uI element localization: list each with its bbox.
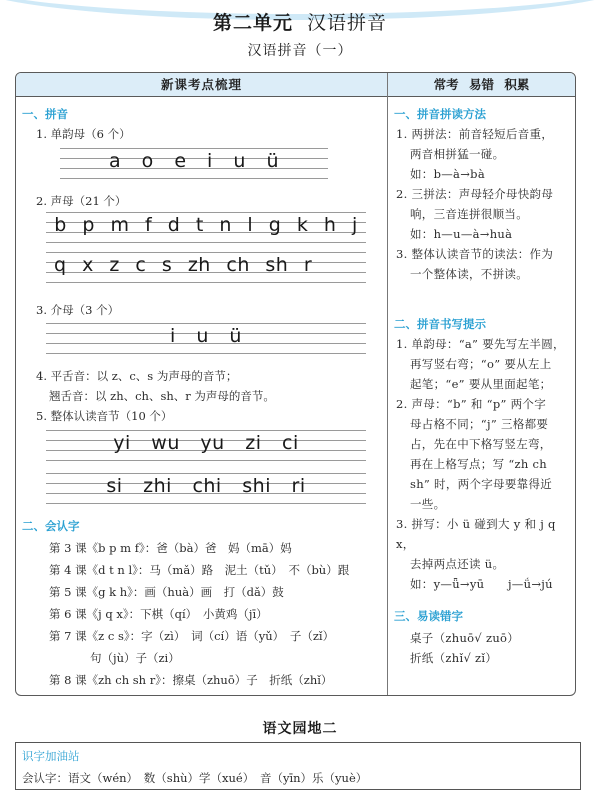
- initials-row-1: b p m f d t n l g k h j: [54, 214, 358, 236]
- lesson-line: 第 3 课《b p m f》：爸（bà）爸 妈（mā）妈: [49, 541, 292, 555]
- lesson-line: 第 5 课《g k h》：画（huà）画 打（dǎ）鼓: [49, 585, 284, 599]
- garden-title: 语文园地二: [262, 721, 338, 737]
- right-column: [388, 98, 575, 695]
- four-line-grid: [46, 323, 366, 353]
- item-single-finals: 1. 单韵母（6 个）: [36, 127, 131, 141]
- text-line: 去掉两点还读 ü。: [410, 557, 505, 571]
- four-line-grid: [46, 473, 366, 503]
- text-line: 一些。: [410, 497, 446, 511]
- literacy-box: [15, 742, 581, 790]
- page-title: [0, 8, 600, 35]
- study-panel: [15, 72, 576, 696]
- text-line: 1. 单韵母：“a” 要先写左半圆，: [396, 337, 565, 351]
- four-line-grid: [46, 212, 366, 242]
- text-line: 1. 两拼法：前音轻短后音重，: [396, 127, 554, 141]
- item-medials: 3. 介母（3 个）: [36, 303, 120, 317]
- medials-letters: i u ü: [170, 325, 242, 347]
- text-line: 如：h—u—à→huà: [410, 227, 513, 241]
- unit-title: 第二单元: [212, 12, 293, 34]
- text-line: 如：b—à→bà: [410, 167, 485, 181]
- lesson-line: 第 7 课《z c s》：字（zì） 词（cí）语（yǔ） 子（zǐ）: [49, 629, 335, 643]
- lesson-line: 第 4 课《d t n l》：马（mǎ）路 泥土（tǔ） 不（bù）跟: [49, 563, 350, 577]
- left-column: [16, 98, 387, 695]
- note-flat-tongue: 4. 平舌音：以 z、c、s 为声母的音节；: [36, 369, 238, 383]
- section-misread-title: 三、易读错字: [394, 609, 463, 623]
- text-line: 如：y—ǖ→yū j—ǘ→jú: [410, 577, 553, 591]
- lesson-line: 第 6 课《j q x》：下棋（qí） 小黄鸡（jī）: [49, 607, 268, 621]
- section-recognize-title: 二、会认字: [22, 519, 80, 533]
- right-header: 常考 易错 积累: [433, 77, 530, 92]
- text-line: 起笔；“e” 要从里面起笔；: [410, 377, 552, 391]
- spelling-method-text: [396, 124, 572, 284]
- text-line: 再在上格写点；写 “zh ch: [410, 457, 548, 471]
- lesson-title: 汉语拼音（一）: [247, 43, 353, 59]
- unit-subject: 汉语拼音: [307, 12, 388, 34]
- text-line: 3. 拼写：小 ü 碰到大 y 和 j q x，: [396, 517, 556, 551]
- whole-syllables-row-2: si zhi chi shi ri: [106, 475, 306, 497]
- four-line-grid: [46, 252, 366, 282]
- text-line: 再写竖右弯；“o” 要从左上: [410, 357, 552, 371]
- lesson-line: 第 8 课《zh ch sh r》：擦桌（zhuō）子 折纸（zhǐ）: [49, 673, 333, 687]
- text-line: 一个整体读，不拼读。: [410, 267, 528, 281]
- item-whole-syllables: 5. 整体认读音节（10 个）: [36, 409, 173, 423]
- left-header: 新课考点梳理: [160, 77, 242, 92]
- misread-text: [410, 628, 576, 668]
- whole-syllables-row-1: yi wu yu zi ci: [113, 432, 299, 454]
- lesson-line: 句（jù）子（zi）: [90, 651, 180, 665]
- note-curled-tongue: 翘舌音：以 zh、ch、sh、r 为声母的音节。: [49, 389, 275, 403]
- text-line: 折纸（zhǐ√ zǐ）: [410, 651, 498, 665]
- text-line: 母占格不同；“j” 三格都要: [410, 417, 549, 431]
- four-line-grid: [46, 430, 366, 460]
- panel-header: [16, 73, 575, 97]
- section-pinyin-title: 一、拼音: [22, 107, 68, 121]
- text-line: sh” 时，两个字母要靠得近: [410, 477, 553, 491]
- text-line: 响，三音连拼很顺当。: [410, 207, 528, 221]
- section-writing-tips-title: 二、拼音书写提示: [394, 317, 486, 331]
- section-spelling-method-title: 一、拼音拼读方法: [394, 107, 486, 121]
- text-line: 2. 三拼法：声母轻介母快韵母: [396, 187, 554, 201]
- text-line: 3. 整体认读音节的读法：作为: [396, 247, 554, 261]
- text-line: 2. 声母：“b” 和 “p” 两个字: [396, 397, 547, 411]
- literacy-box-title: 识字加油站: [22, 749, 80, 763]
- initials-row-2: q x z c s zh ch sh r: [54, 254, 313, 276]
- text-line: 桌子（zhuō√ zuō）: [410, 631, 520, 645]
- literacy-content: 会认字：语文（wén） 数（shù）学（xué） 音（yīn）乐（yuè）: [22, 771, 368, 785]
- single-finals-letters: a o e i u ü: [108, 150, 280, 172]
- text-line: 占，先在中下格写竖左弯，: [410, 437, 552, 451]
- text-line: 两音相拼猛一碰。: [410, 147, 505, 161]
- four-line-grid: [60, 148, 328, 178]
- writing-tips-text: [396, 334, 572, 594]
- item-initials: 2. 声母（21 个）: [36, 194, 127, 208]
